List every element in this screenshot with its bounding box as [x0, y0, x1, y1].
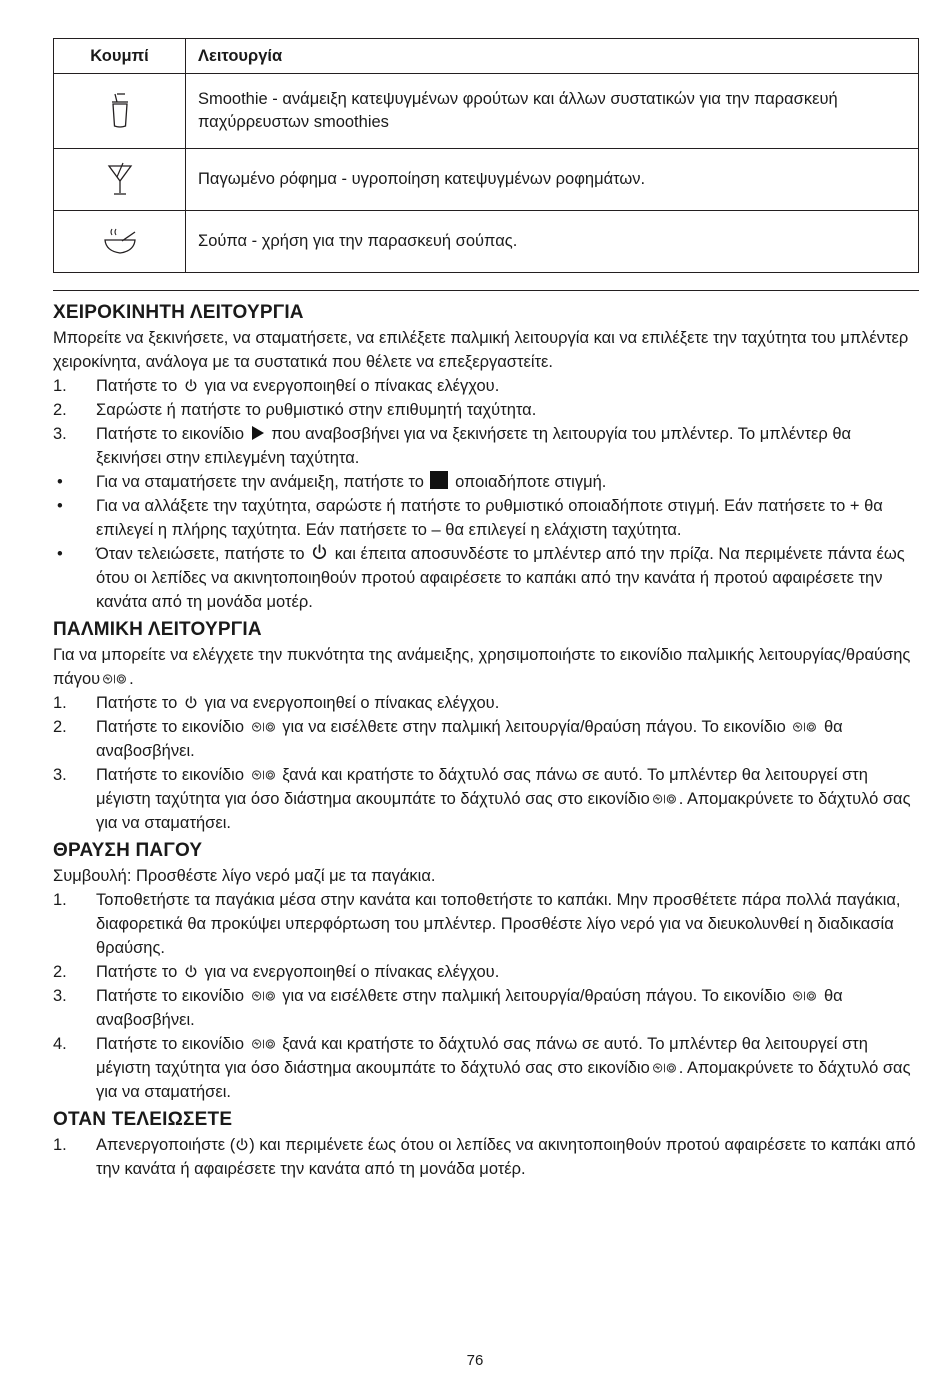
- list-marker: 2.: [53, 963, 67, 981]
- pulse-ice-crush-icon: [651, 1062, 678, 1074]
- step-text: Για να σταματήσετε την ανάμειξη, πατήστε το: [96, 473, 424, 491]
- list-marker: 2.: [53, 718, 67, 736]
- list-marker: 3.: [53, 987, 67, 1005]
- button-function-table: [53, 38, 919, 273]
- section-divider: [53, 290, 919, 291]
- table-cell-icon: [54, 149, 186, 211]
- pulse-ice-crush-icon: [651, 793, 678, 805]
- step-text: . Απομακρύνετε το δάχτυλό σας για να σταματήσει.: [96, 790, 911, 832]
- step-text: Όταν τελειώσετε, πατήστε το: [96, 545, 305, 563]
- table-row: [54, 211, 919, 273]
- step-text: Πατήστε το: [96, 377, 178, 395]
- list-item: [53, 494, 919, 542]
- pulse-steps: [53, 691, 919, 835]
- step-text: Πατήστε το εικονίδιο: [96, 766, 245, 784]
- step-text: που αναβοσβήνει για να ξεκινήσετε τη λειτουργία του μπλέντερ. Το μπλέντερ θα ξεκινήσει στην επιλεγμένη ταχύτητα.: [96, 425, 852, 467]
- table-row: [54, 149, 919, 211]
- soup-bowl-icon: [102, 227, 138, 257]
- step-text: θα αναβοσβήνει.: [96, 718, 843, 760]
- list-item: [53, 542, 919, 614]
- step-text: Πατήστε το εικονίδιο: [96, 1035, 245, 1053]
- list-item: [53, 984, 919, 1032]
- ice-steps: [53, 888, 919, 1104]
- power-icon: [184, 378, 198, 393]
- table-cell-text: Παγωμένο ρόφημα - υγροποίηση κατεψυγμένων ροφημάτων.: [186, 149, 919, 211]
- list-marker: 2.: [53, 401, 67, 419]
- pulse-ice-crush-icon: [250, 1038, 277, 1050]
- list-marker: 3.: [53, 425, 67, 443]
- list-item: [53, 398, 919, 422]
- table-cell-text: Σούπα - χρήση για την παρασκευή σούπας.: [186, 211, 919, 273]
- step-text: ) και περιμένετε έως ότου οι λεπίδες να ακινητοποιηθούν προτού αφαιρέσετε το καπάκι από την κανάτα ή αφαιρέσετε την κανάτα από τη μονάδα μοτέρ.: [96, 1136, 916, 1178]
- step-text: για να εισέλθετε στην παλμική λειτουργία/θραύση πάγου. Το εικονίδιο: [282, 718, 786, 736]
- section-title-ice: ΘΡΑΥΣΗ ΠΑΓΟΥ: [53, 840, 203, 861]
- list-marker: 4.: [53, 1035, 67, 1053]
- list-marker: •: [57, 473, 63, 491]
- power-icon: [235, 1137, 249, 1152]
- pulse-ice-crush-icon: [250, 990, 277, 1002]
- list-marker: 3.: [53, 766, 67, 784]
- pulse-ice-crush-icon: [791, 721, 818, 733]
- list-item: [53, 715, 919, 763]
- step-text: Πατήστε το εικονίδιο: [96, 987, 245, 1005]
- list-item: [53, 1133, 919, 1181]
- step-text: οποιαδήποτε στιγμή.: [455, 473, 607, 491]
- step-text: και έπειτα αποσυνδέστε το μπλέντερ από την πρίζα. Να περιμένετε πάντα έως ότου οι λεπίδες να ακινητοποιηθούν προτού αφαιρέσετε το καπάκι από την κανάτα ή προτού αφαιρέσετε την κανάτα από τη μονάδα μοτέρ.: [96, 545, 905, 611]
- list-item: [53, 374, 919, 398]
- pulse-intro: [53, 643, 919, 691]
- table-cell-icon: [54, 211, 186, 273]
- step-text: για να εισέλθετε στην παλμική λειτουργία/θραύση πάγου. Το εικονίδιο: [282, 987, 786, 1005]
- list-item: [53, 1032, 919, 1104]
- power-icon: [184, 695, 198, 710]
- list-item: [53, 691, 919, 715]
- smoothie-cup-icon: [109, 91, 131, 131]
- list-item: [53, 470, 919, 494]
- list-item: [53, 422, 919, 470]
- step-text: Πατήστε το εικονίδιο: [96, 425, 245, 443]
- list-marker: •: [57, 545, 63, 563]
- intro-text: Για να μπορείτε να ελέγχετε την πυκνότητα της ανάμειξης, χρησιμοποιήστε το εικονίδιο παλμικής λειτουργίας/θραύσης πάγου: [53, 646, 911, 688]
- manual-intro: Μπορείτε να ξεκινήσετε, να σταματήσετε, να επιλέξετε παλμική λειτουργία και να επιλέξετε την ταχύτητα του μπλέντερ χειροκίνητα, ανάλογα με τα συστατικά που θέλετε να επεξεργαστείτε.: [53, 329, 909, 371]
- step-text: Τοποθετήστε τα παγάκια μέσα στην κανάτα και τοποθετήστε το καπάκι. Μην προσθέτετε πάρα πολλά παγάκια, διαφορετικά θα προκύψει υπερφόρτωση του μπλέντερ. Προσθέστε λίγο νερό για να διευκολυνθεί η διαδικασία θραύσης.: [96, 891, 901, 957]
- list-marker: 1.: [53, 1136, 67, 1154]
- power-icon: [311, 543, 328, 561]
- stop-icon: [430, 471, 448, 489]
- step-text: ξανά και κρατήστε το δάχτυλό σας πάνω σε αυτό. Το μπλέντερ θα λειτουργεί στη μέγιστη ταχύτητα για όσο διάστημα ακουμπάτε το δάχτυλό σας στο εικονίδιο: [96, 766, 868, 808]
- step-text: Για να αλλάξετε την ταχύτητα, σαρώστε ή πατήστε το ρυθμιστικό οποιαδήποτε στιγμή. Εάν πατήσετε το + θα επιλεγεί η πλήρης ταχύτητα. Εάν πατήσετε το – θα επιλεγεί η ελάχιστη ταχύτητα.: [96, 497, 883, 539]
- step-text: για να ενεργοποιηθεί ο πίνακας ελέγχου.: [204, 694, 500, 712]
- step-text: θα αναβοσβήνει.: [96, 987, 843, 1029]
- section-title-manual: ΧΕΙΡΟΚΙΝΗΤΗ ΛΕΙΤΟΥΡΓΙΑ: [53, 302, 304, 323]
- table-cell-text: Smoothie - ανάμειξη κατεψυγμένων φρούτων και άλλων συστατικών για την παρασκευή παχύρρευστων smoothies: [186, 74, 919, 149]
- pulse-ice-crush-icon: [250, 769, 277, 781]
- step-text: ξανά και κρατήστε το δάχτυλό σας πάνω σε αυτό. Το μπλέντερ θα λειτουργεί στη μέγιστη ταχύτητα για όσο διάστημα ακουμπάτε το δάχτυλό σας στο εικονίδιο: [96, 1035, 868, 1077]
- step-text: Σαρώστε ή πατήστε το ρυθμιστικό στην επιθυμητή ταχύτητα.: [96, 401, 537, 419]
- list-item: [53, 960, 919, 984]
- list-marker: 1.: [53, 694, 67, 712]
- table-header-row: [54, 39, 919, 74]
- step-text: . Απομακρύνετε το δάχτυλό σας για να σταματήσει.: [96, 1059, 911, 1101]
- table-cell-icon: [54, 74, 186, 149]
- list-marker: 1.: [53, 377, 67, 395]
- pulse-ice-crush-icon: [791, 990, 818, 1002]
- list-item: [53, 763, 919, 835]
- ice-tip: Συμβουλή: Προσθέστε λίγο νερό μαζί με τα παγάκια.: [53, 867, 436, 885]
- list-item: [53, 888, 919, 960]
- manual-page: [53, 38, 919, 1181]
- power-icon: [184, 964, 198, 979]
- manual-steps: [53, 374, 919, 614]
- header-function: Λειτουργία: [186, 39, 919, 74]
- step-text: Πατήστε το: [96, 963, 178, 981]
- page-number: 76: [466, 1352, 484, 1369]
- pulse-ice-crush-icon: [101, 673, 128, 685]
- section-title-pulse: ΠΑΛΜΙΚΗ ΛΕΙΤΟΥΡΓΙΑ: [53, 619, 262, 640]
- done-steps: [53, 1133, 919, 1181]
- step-text: Πατήστε το εικονίδιο: [96, 718, 245, 736]
- play-icon: [251, 425, 265, 441]
- step-text: Πατήστε το: [96, 694, 178, 712]
- pulse-ice-crush-icon: [250, 721, 277, 733]
- step-text: για να ενεργοποιηθεί ο πίνακας ελέγχου.: [204, 377, 500, 395]
- section-title-done: ΟΤΑΝ ΤΕΛΕΙΩΣΕΤΕ: [53, 1109, 233, 1130]
- list-marker: •: [57, 497, 63, 515]
- frozen-drink-glass-icon: [106, 162, 134, 198]
- header-button: Κουμπί: [54, 39, 186, 74]
- step-text: Απενεργοποιήστε (: [96, 1136, 236, 1154]
- step-text: για να ενεργοποιηθεί ο πίνακας ελέγχου.: [204, 963, 500, 981]
- list-marker: 1.: [53, 891, 67, 909]
- intro-text-end: .: [129, 670, 134, 688]
- table-row: [54, 74, 919, 149]
